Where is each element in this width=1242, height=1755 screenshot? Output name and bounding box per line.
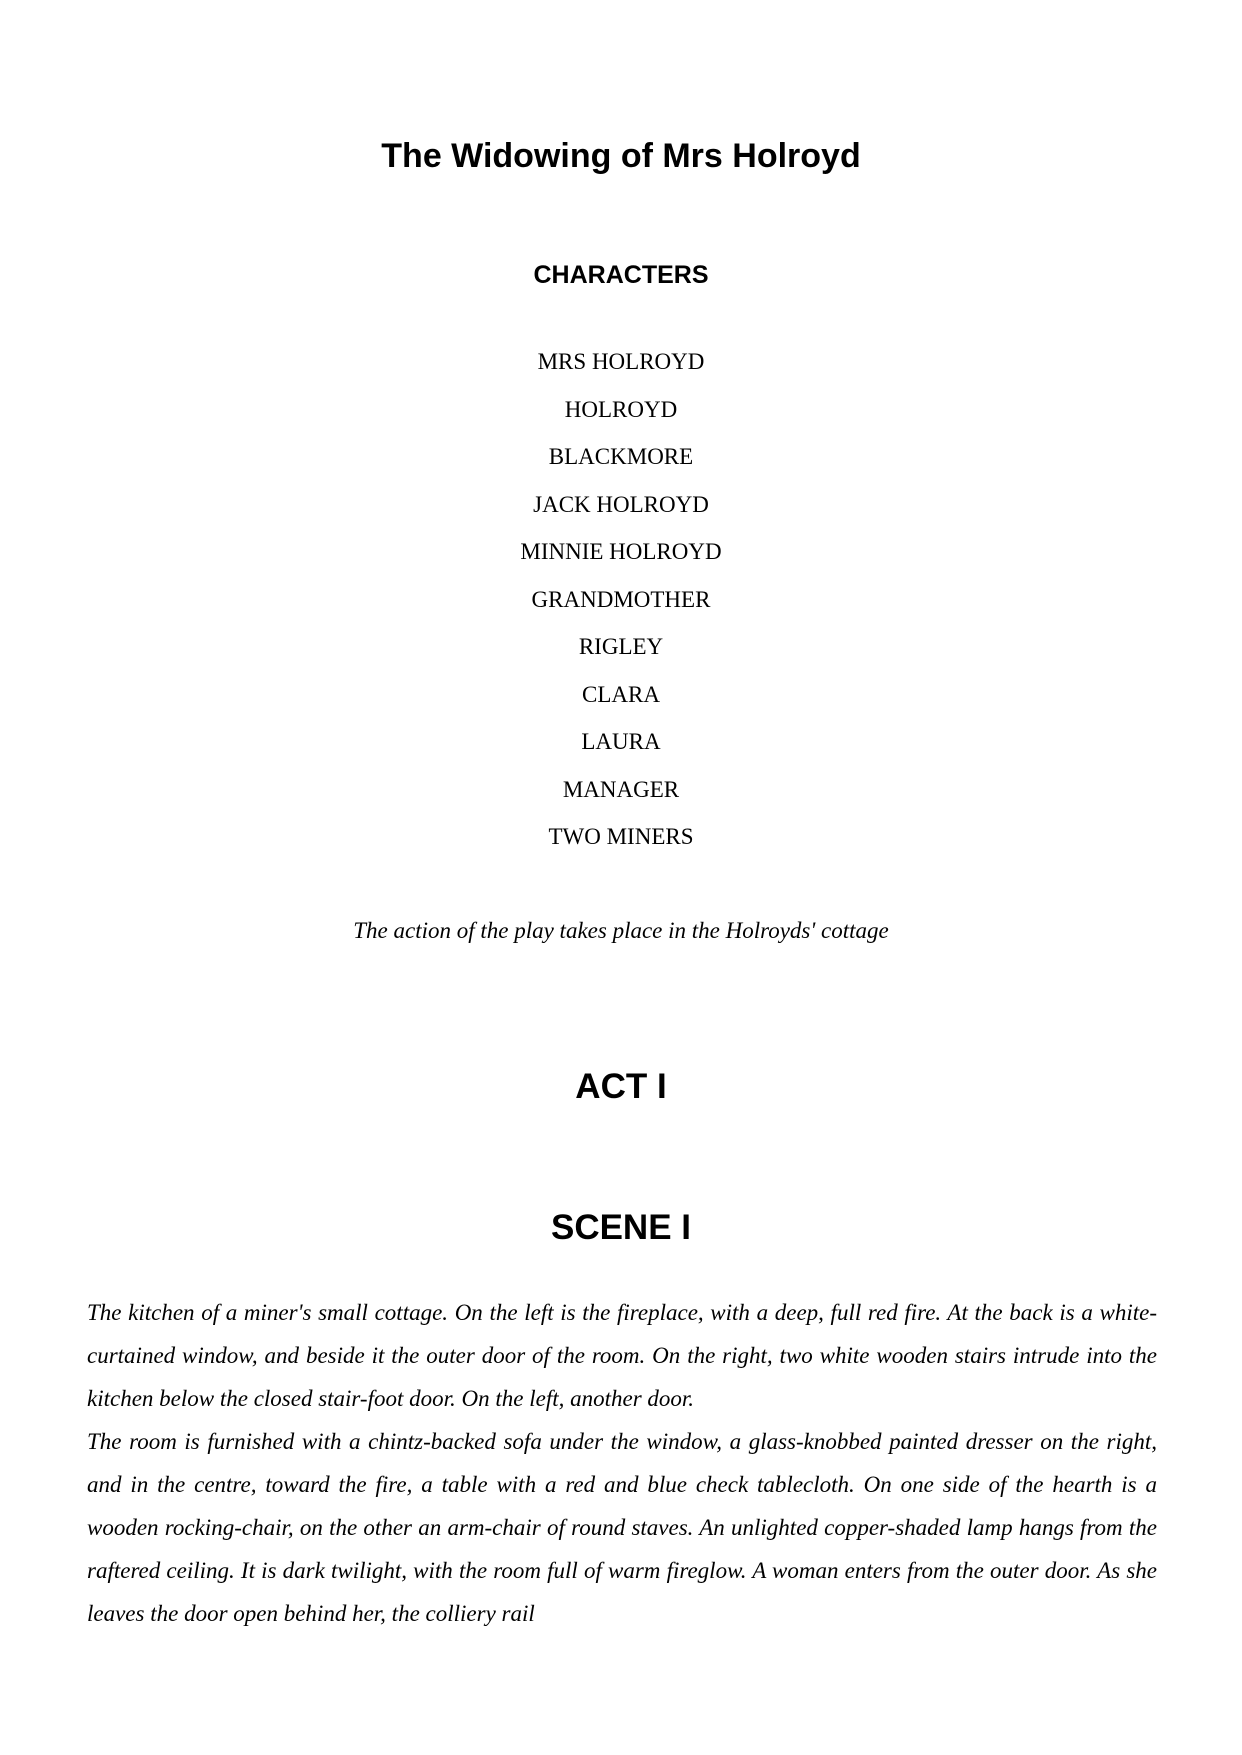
character-item: MINNIE HOLROYD [520,539,722,564]
stage-direction-paragraph: The kitchen of a miner's small cottage. On the left is the fireplace, with a deep, full red fire. At the back is a white-curtained window, and beside it the outer door of the room. On the right, two white wooden stairs intrude into the kitchen below the closed stair-foot door. On the left, another door. [87,1300,1157,1411]
character-item: CLARA [582,681,660,707]
character-item: RIGLEY [578,634,664,659]
setting-note: The action of the play takes place in the Holroyds' cottage [353,918,889,943]
scene-heading: SCENE I [550,1208,692,1247]
character-item: JACK HOLROYD [533,491,709,517]
character-item: TWO MINERS [548,824,694,849]
character-item: MANAGER [562,776,680,802]
character-item: MRS HOLROYD [537,349,705,374]
act-heading: ACT I [575,1067,667,1106]
character-item: LAURA [581,729,661,754]
character-item: HOLROYD [564,396,678,422]
stage-direction-paragraph: The room is furnished with a chintz-backed sofa under the window, a glass-knobbed painted dresser on the right, and in the centre, toward the fire, a table with a red and blue check tablecloth. On one side of the hearth is a wooden rocking-chair, on the other an arm-chair of round staves. An unlighted copper-shaded lamp hangs from the raftered ceiling. It is dark twilight, with the room full of warm fireglow. A woman enters from the outer door. As she leaves the door open behind her, the colliery rail [87,1429,1157,1626]
characters-heading: CHARACTERS [533,261,709,289]
character-item: GRANDMOTHER [531,586,711,612]
character-item: BLACKMORE [548,444,694,469]
document-title: The Widowing of Mrs Holroyd [381,137,861,175]
stage-directions [87,1291,1157,1635]
character-list [0,345,1242,868]
